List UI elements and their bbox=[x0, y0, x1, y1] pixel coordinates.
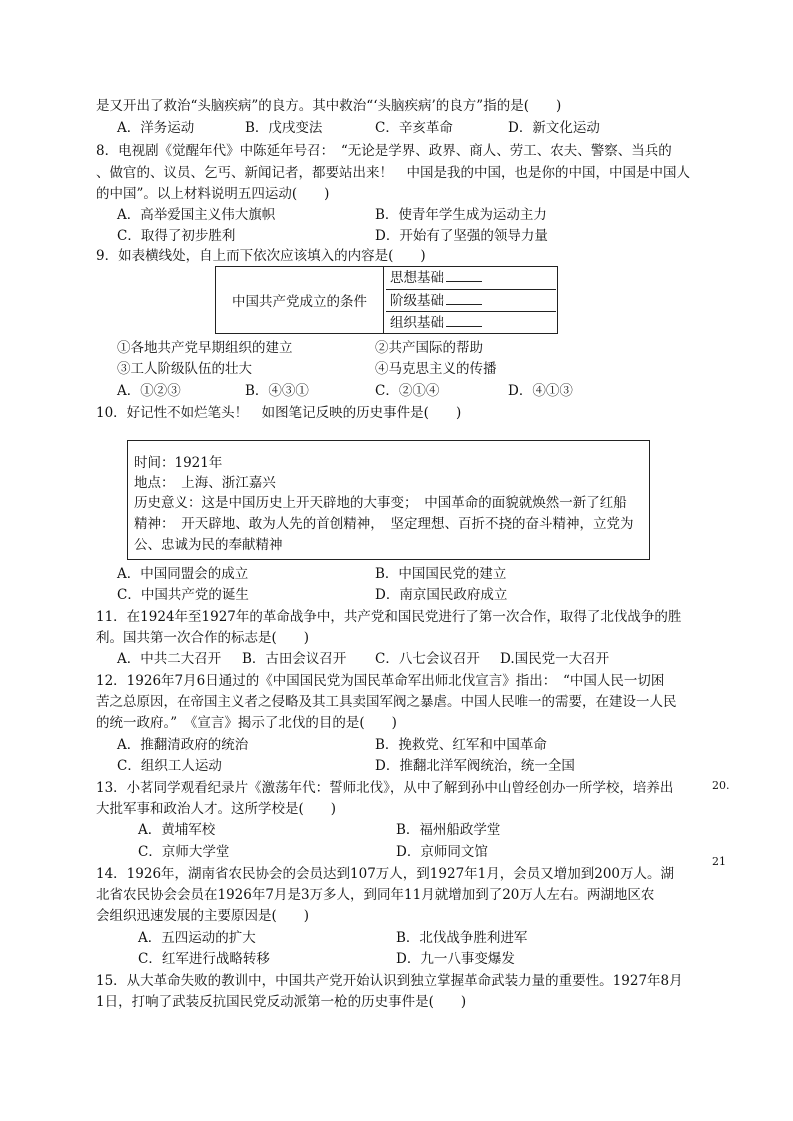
q8-stem-line-1: 8．电视剧《觉醒年代》中陈延年号召： “无论是学界、政界、商人、劳工、农夫、警察、当兵的 bbox=[96, 143, 672, 159]
q7-stem-tail: 是又开出了救治“头脑疾病”的良方。其中救治“‘头脑疾病’的良方”指的是( ) bbox=[96, 98, 562, 114]
q9-item-3: ③工人阶级队伍的壮大 bbox=[117, 361, 252, 377]
q9-option-c: C．②①④ bbox=[375, 383, 440, 399]
q8-option-c: C．取得了初步胜利 bbox=[117, 228, 236, 244]
q7-option-a: A．洋务运动 bbox=[117, 120, 195, 136]
q14-option-b: B．北伐战争胜利进军 bbox=[396, 930, 528, 946]
q11-option-c: C．八七会议召开 bbox=[375, 651, 480, 667]
q8-stem-line-2: 、做官的、议员、乞丐、新闻记者，都要站出来！ 中国是我的中国，也是你的中国，中国是中国人 bbox=[96, 165, 690, 181]
q12-stem-line-3: 的统一政府。” 《宣言》揭示了北伐的目的是( ) bbox=[96, 715, 397, 731]
q13-stem-line-2: 大批军事和政治人才。这所学校是( ) bbox=[96, 801, 337, 817]
q14-option-d: D．九一八事变爆发 bbox=[396, 951, 515, 967]
q9-row-2-label: 阶级基础 bbox=[390, 293, 444, 309]
q9-table-row-2 bbox=[386, 289, 556, 311]
margin-number-21: 21 bbox=[712, 855, 726, 868]
q9-option-a: A．①②③ bbox=[117, 383, 181, 399]
q10-stem: 10．好记性不如烂笔头！ 如图笔记反映的历史事件是( ) bbox=[96, 405, 462, 421]
q14-stem-line-3: 会组织迅速发展的主要原因是( ) bbox=[96, 908, 310, 924]
q9-item-4: ④马克思主义的传播 bbox=[375, 361, 497, 377]
q14-option-a: A．五四运动的扩大 bbox=[138, 930, 256, 946]
q9-row-1-blank bbox=[446, 267, 482, 282]
q14-stem-line-2: 北省农民协会会员在1926年7月是3万多人，到同年11月就增加到了20万人左右。两湖地区农 bbox=[96, 887, 655, 903]
q9-table-row-3 bbox=[386, 311, 556, 333]
q11-stem-line-1: 11．在1924年至1927年的革命战争中，共产党和国民党进行了第一次合作，取得了北伐战争的胜 bbox=[96, 609, 682, 625]
q13-option-d: D．京师同文馆 bbox=[396, 844, 488, 860]
q12-option-b: B．挽救党、红军和中国革命 bbox=[375, 737, 547, 753]
margin-number-20: 20. bbox=[712, 779, 730, 792]
q12-option-d: D．推翻北洋军阀统治，统一全国 bbox=[375, 758, 575, 774]
q9-option-b: B．④③① bbox=[245, 383, 309, 399]
q9-row-1-label: 思想基础 bbox=[390, 270, 444, 286]
q9-table-left-cell bbox=[216, 267, 384, 333]
q10-option-b: B．中国国民党的建立 bbox=[375, 566, 507, 582]
q9-item-1: ①各地共产党早期组织的建立 bbox=[117, 340, 293, 356]
q12-stem-line-2: 苦之总原因，在帝国主义者之侵略及其工具卖国军阀之暴虐。中国人民唯一的需要，在建设一人民 bbox=[96, 694, 677, 710]
q10-note-box bbox=[127, 440, 650, 560]
q10-option-a: A．中国同盟会的成立 bbox=[117, 566, 249, 582]
q9-option-d: D．④①③ bbox=[508, 383, 573, 399]
q9-row-3-label: 组织基础 bbox=[390, 315, 444, 331]
q12-option-a: A．推翻清政府的统治 bbox=[117, 737, 249, 753]
q7-option-c: C．辛亥革命 bbox=[375, 120, 453, 136]
q9-row-2-blank bbox=[446, 290, 482, 305]
q10-option-d: D．南京国民政府成立 bbox=[375, 587, 508, 603]
note-line-significance: 历史意义：这是中国历史上开天辟地的大事变； 中国革命的面貌就焕然一新了红船 bbox=[134, 495, 627, 511]
note-line-place: 地点： 上海、浙江嘉兴 bbox=[134, 475, 276, 491]
q9-item-2: ②共产国际的帮助 bbox=[375, 340, 483, 356]
q15-stem-line-1: 15．从大革命失败的教训中，中国共产党开始认识到独立掌握革命武装力量的重要性。1927年8月 bbox=[96, 973, 683, 989]
q13-option-b: B．福州船政学堂 bbox=[396, 822, 501, 838]
q11-stem-line-2: 利。国共第一次合作的标志是( ) bbox=[96, 630, 310, 646]
q7-option-b: B．戊戌变法 bbox=[245, 120, 323, 136]
q9-stem: 9．如表横线处，自上而下依次应该填入的内容是( ) bbox=[96, 248, 426, 264]
q9-row-3-blank bbox=[446, 312, 482, 327]
q13-option-a: A．黄埔军校 bbox=[138, 822, 216, 838]
q11-option-a: A．中共二大召开 bbox=[117, 651, 222, 667]
q13-option-c: C．京师大学堂 bbox=[138, 844, 230, 860]
q15-stem-line-2: 1日，打响了武装反抗国民党反动派第一枪的历史事件是( ) bbox=[96, 994, 467, 1010]
q14-option-c: C．红军进行战略转移 bbox=[138, 951, 270, 967]
q12-stem-line-1: 12．1926年7月6日通过的《中国国民党为国民革命军出师北伐宣言》指出： “中国人民一切困 bbox=[96, 673, 665, 689]
q9-table-left-label: 中国共产党成立的条件 bbox=[232, 294, 367, 310]
q8-option-b: B．使青年学生成为运动主力 bbox=[375, 207, 547, 223]
q7-option-d: D．新文化运动 bbox=[508, 120, 600, 136]
q10-option-c: C．中国共产党的诞生 bbox=[117, 587, 249, 603]
q13-stem-line-1: 13．小茗同学观看纪录片《激荡年代：誓师北伐》，从中了解到孙中山曾经创办一所学校，培养出 bbox=[96, 780, 674, 796]
q9-table-row-1 bbox=[386, 267, 556, 289]
note-line-time: 时间：1921年 bbox=[134, 455, 223, 471]
q11-option-b: B．古田会议召开 bbox=[242, 651, 347, 667]
q8-option-a: A．高举爱国主义伟大旗帜 bbox=[117, 207, 276, 223]
q9-table bbox=[215, 266, 558, 334]
q11-option-d: D.国民党一大召开 bbox=[500, 651, 610, 667]
q12-option-c: C．组织工人运动 bbox=[117, 758, 222, 774]
q8-stem-line-3: 的中国”。以上材料说明五四运动( ) bbox=[96, 186, 330, 202]
note-line-spirit: 精神： 开天辟地、敢为人先的首创精神， 坚定理想、百折不挠的奋斗精神，立党为 bbox=[134, 516, 634, 532]
q8-option-d: D．开始有了坚强的领导力量 bbox=[375, 228, 548, 244]
note-line-spirit-cont: 公、忠诚为民的奉献精神 bbox=[134, 537, 283, 553]
q14-stem-line-1: 14．1926年，湖南省农民协会的会员达到107万人，到1927年1月，会员又增加到200万人。湖 bbox=[96, 866, 675, 882]
